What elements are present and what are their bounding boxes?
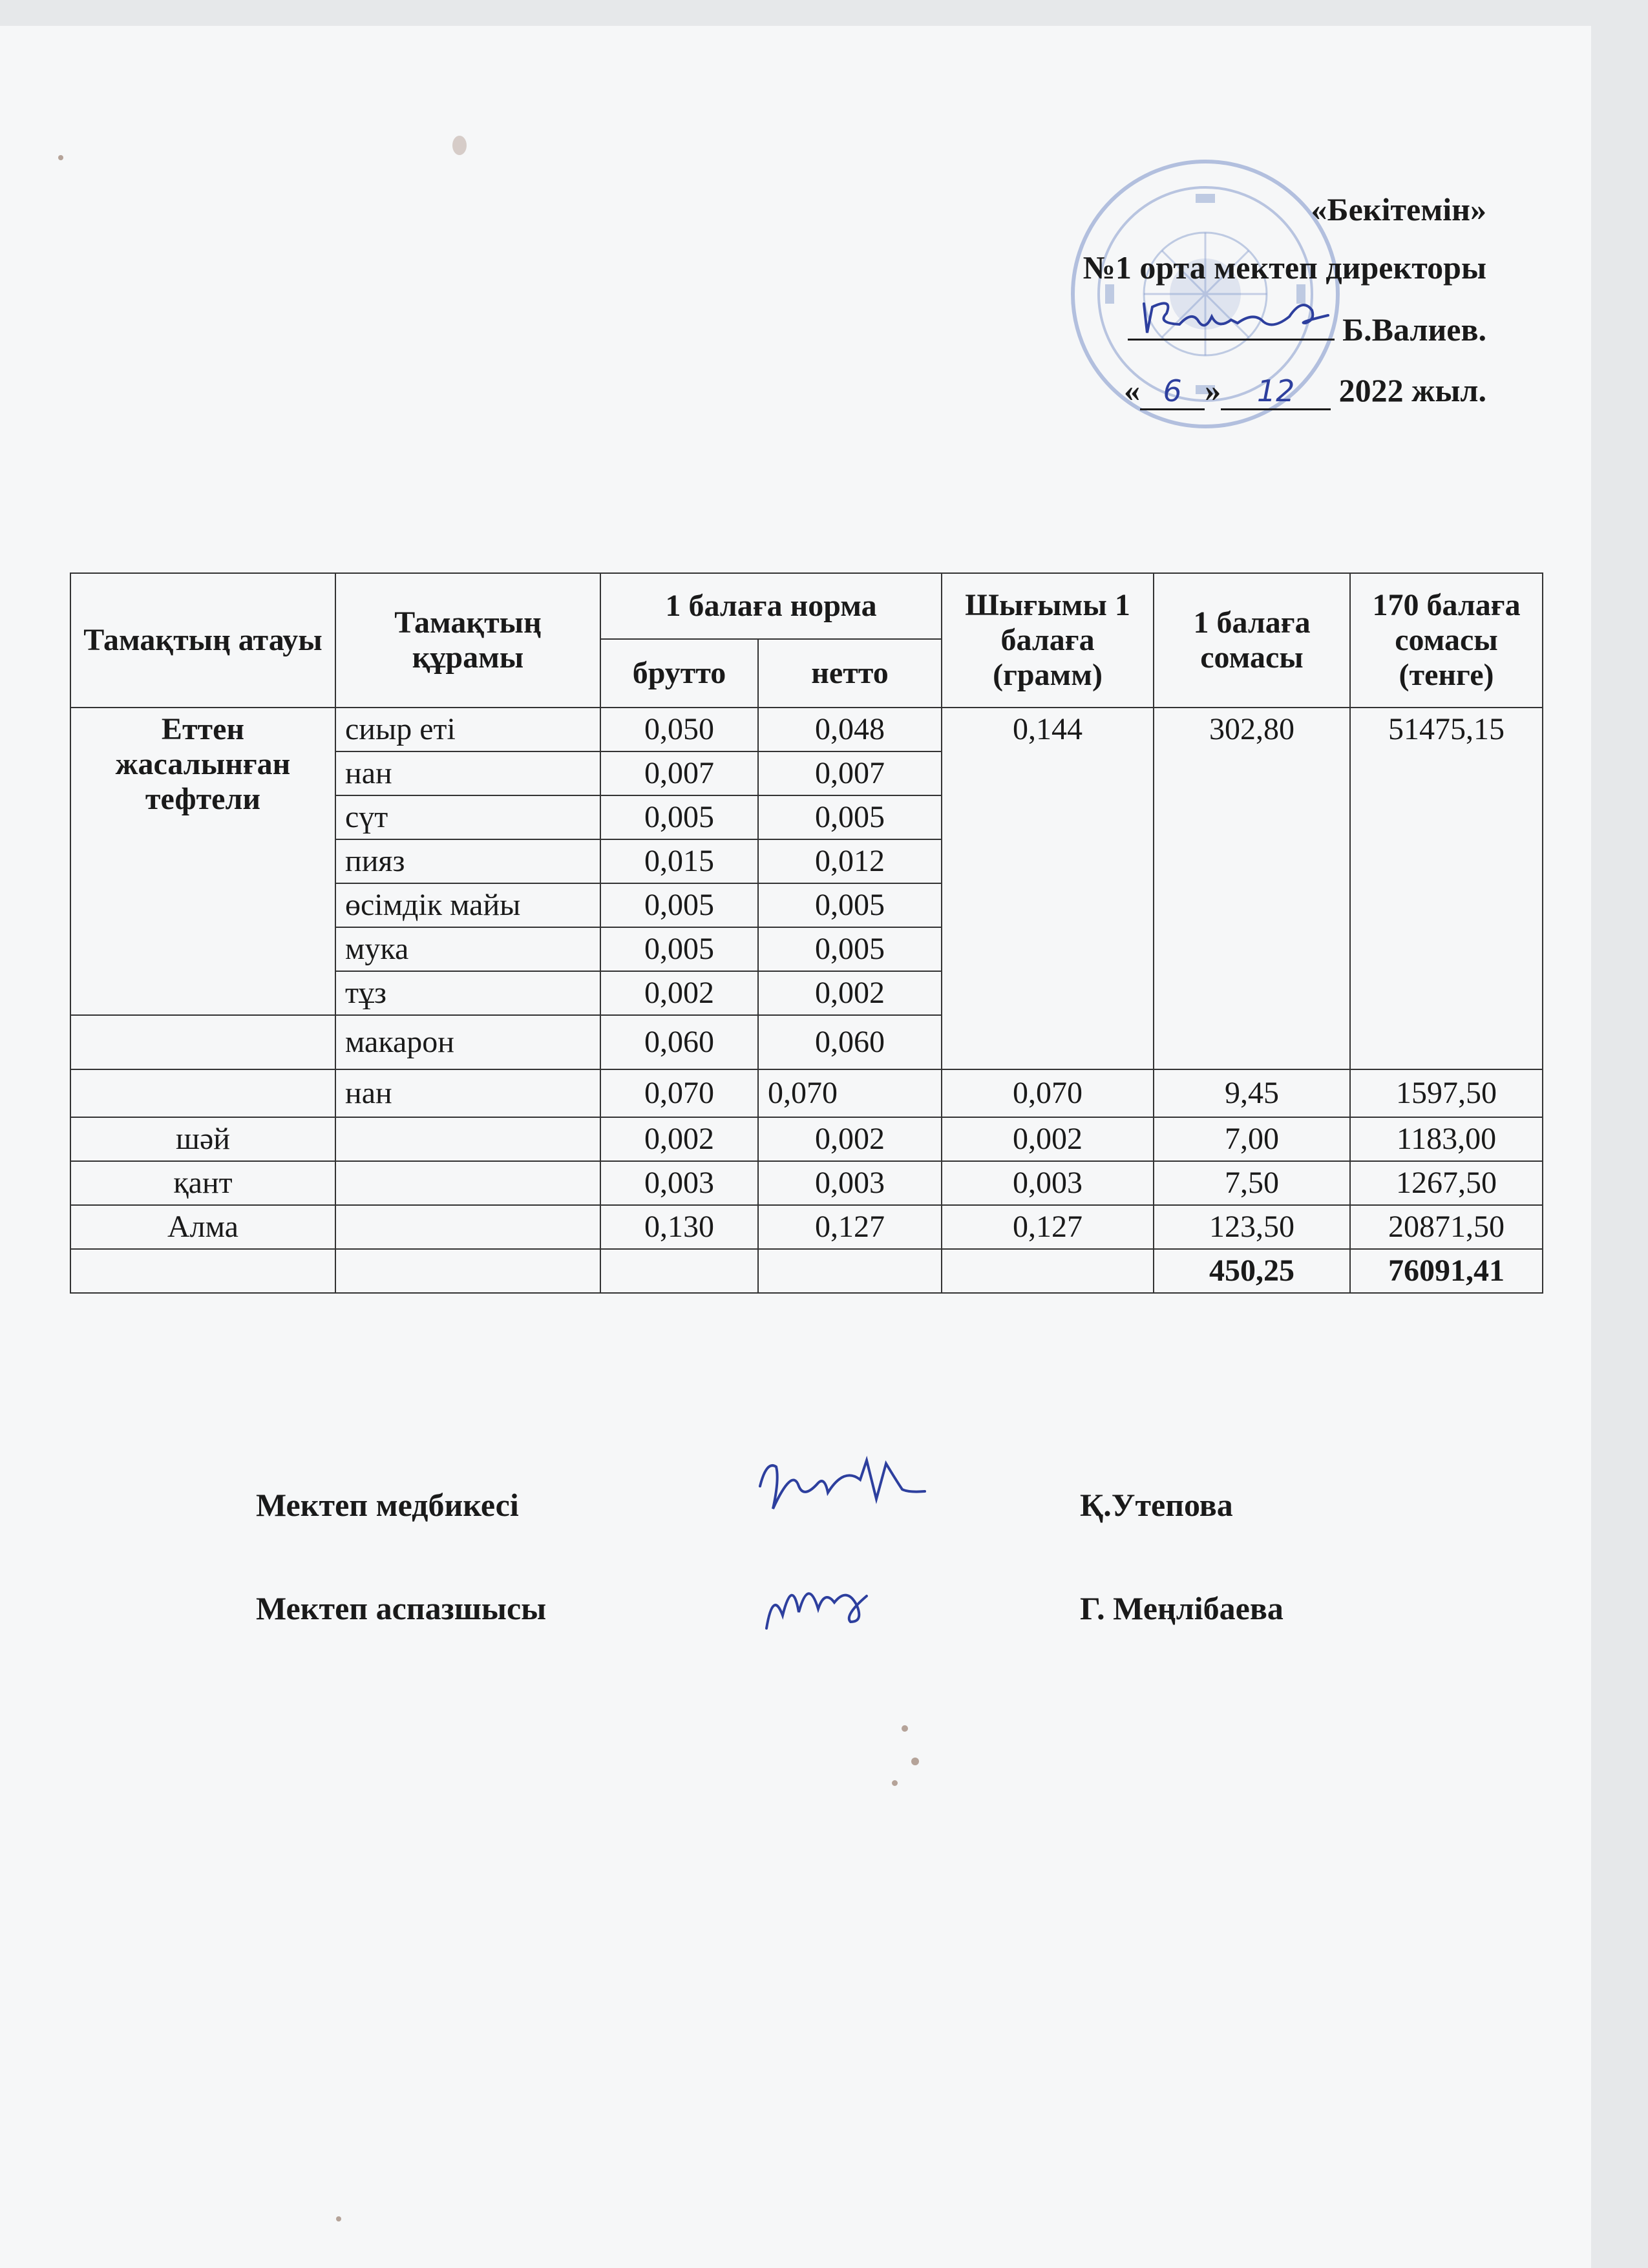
output-cell: 0,002 xyxy=(942,1117,1154,1161)
table-header-row xyxy=(70,573,1543,639)
approval-block xyxy=(905,26,1486,414)
brutto-cell: 0,060 xyxy=(600,1015,758,1069)
header-composition: Тамақтың құрамы xyxy=(335,573,600,708)
name-cell: шәй xyxy=(70,1117,335,1161)
dish-name: Еттен жасалынған тефтели xyxy=(70,708,335,1015)
signers-block xyxy=(256,1486,1419,1693)
signer-name: Г. Меңлібаева xyxy=(1080,1590,1284,1626)
ingredient-cell xyxy=(335,1205,600,1249)
cost-one-cell: 7,00 xyxy=(1154,1117,1350,1161)
totals-row xyxy=(70,1249,1543,1293)
brutto-cell: 0,003 xyxy=(600,1161,758,1205)
netto-cell: 0,005 xyxy=(758,883,942,927)
approval-signature-line xyxy=(1128,310,1486,348)
name-cell: қант xyxy=(70,1161,335,1205)
signer-name: Қ.Утепова xyxy=(1080,1487,1233,1523)
header-netto: нетто xyxy=(758,639,942,708)
netto-cell: 0,005 xyxy=(758,927,942,971)
netto-cell: 0,070 xyxy=(758,1069,942,1117)
ingredient-cell: пияз xyxy=(335,839,600,883)
approval-date: « 6 » 12 2022 жыл. xyxy=(1124,372,1486,410)
netto-cell: 0,007 xyxy=(758,751,942,795)
empty-cell xyxy=(600,1249,758,1293)
cost-one-cell: 7,50 xyxy=(1154,1161,1350,1205)
brutto-cell: 0,002 xyxy=(600,971,758,1015)
output-cell: 0,003 xyxy=(942,1161,1154,1205)
cost-one-cell: 123,50 xyxy=(1154,1205,1350,1249)
brutto-cell: 0,002 xyxy=(600,1117,758,1161)
netto-cell: 0,003 xyxy=(758,1161,942,1205)
empty-cell xyxy=(70,1015,335,1069)
netto-cell: 0,127 xyxy=(758,1205,942,1249)
table-row xyxy=(70,1069,1543,1117)
brutto-cell: 0,015 xyxy=(600,839,758,883)
total-cost-one: 450,25 xyxy=(1154,1249,1350,1293)
netto-cell: 0,002 xyxy=(758,971,942,1015)
director-name: Б.Валиев. xyxy=(1342,311,1486,348)
name-cell xyxy=(70,1069,335,1117)
ingredient-cell xyxy=(335,1161,600,1205)
cost-total-cell: 1267,50 xyxy=(1350,1161,1543,1205)
approval-title: «Бекітемін» xyxy=(1311,191,1486,227)
brutto-cell: 0,130 xyxy=(600,1205,758,1249)
cost-total-cell: 20871,50 xyxy=(1350,1205,1543,1249)
signer-cook xyxy=(256,1590,1419,1693)
output-cell: 0,127 xyxy=(942,1205,1154,1249)
brutto-cell: 0,007 xyxy=(600,751,758,795)
brutto-cell: 0,005 xyxy=(600,883,758,927)
ingredient-cell: сүт xyxy=(335,795,600,839)
cost-total-cell: 1183,00 xyxy=(1350,1117,1543,1161)
ingredient-cell: нан xyxy=(335,1069,600,1117)
signer-role: Мектеп аспазшысы xyxy=(256,1590,547,1626)
ingredient-cell: макарон xyxy=(335,1015,600,1069)
approval-position: №1 орта мектеп директоры xyxy=(1083,249,1486,286)
brutto-cell: 0,005 xyxy=(600,927,758,971)
cost-one-cell: 9,45 xyxy=(1154,1069,1350,1117)
ingredient-cell: өсімдік майы xyxy=(335,883,600,927)
ingredient-cell xyxy=(335,1117,600,1161)
header-brutto: брутто xyxy=(600,639,758,708)
name-cell: Алма xyxy=(70,1205,335,1249)
netto-cell: 0,060 xyxy=(758,1015,942,1069)
header-output: Шығымы 1 балаға (грамм) xyxy=(942,573,1154,708)
dish-cost-total: 51475,15 xyxy=(1350,708,1543,1069)
header-cost-total: 170 балаға сомасы (тенге) xyxy=(1350,573,1543,708)
table-row xyxy=(70,1205,1543,1249)
header-norm: 1 балаға норма xyxy=(600,573,942,639)
dish-output: 0,144 xyxy=(942,708,1154,1069)
nurse-signature xyxy=(747,1447,928,1538)
cook-signature xyxy=(747,1551,928,1641)
table-row xyxy=(70,1117,1543,1161)
ingredient-cell: тұз xyxy=(335,971,600,1015)
netto-cell: 0,012 xyxy=(758,839,942,883)
signer-role: Мектеп медбикесі xyxy=(256,1487,519,1523)
cost-total-cell: 1597,50 xyxy=(1350,1069,1543,1117)
brutto-cell: 0,005 xyxy=(600,795,758,839)
netto-cell: 0,002 xyxy=(758,1117,942,1161)
director-signature xyxy=(1128,310,1335,341)
dish-cost-one: 302,80 xyxy=(1154,708,1350,1069)
table-row xyxy=(70,1161,1543,1205)
date-year: 2022 жыл. xyxy=(1338,372,1486,408)
document-page xyxy=(0,26,1591,2268)
empty-cell xyxy=(335,1249,600,1293)
date-month: 12 xyxy=(1221,373,1331,410)
total-cost-total: 76091,41 xyxy=(1350,1249,1543,1293)
date-day: 6 xyxy=(1140,373,1205,410)
empty-cell xyxy=(758,1249,942,1293)
brutto-cell: 0,070 xyxy=(600,1069,758,1117)
empty-cell xyxy=(70,1249,335,1293)
empty-cell xyxy=(942,1249,1154,1293)
header-cost-one: 1 балаға сомасы xyxy=(1154,573,1350,708)
brutto-cell: 0,050 xyxy=(600,708,758,751)
netto-cell: 0,005 xyxy=(758,795,942,839)
ingredient-cell: мука xyxy=(335,927,600,971)
menu-cost-table xyxy=(70,572,1543,1294)
output-cell: 0,070 xyxy=(942,1069,1154,1117)
ingredient-cell: сиыр еті xyxy=(335,708,600,751)
header-name: Тамақтың атауы xyxy=(70,573,335,708)
table-row xyxy=(70,708,1543,751)
netto-cell: 0,048 xyxy=(758,708,942,751)
ingredient-cell: нан xyxy=(335,751,600,795)
